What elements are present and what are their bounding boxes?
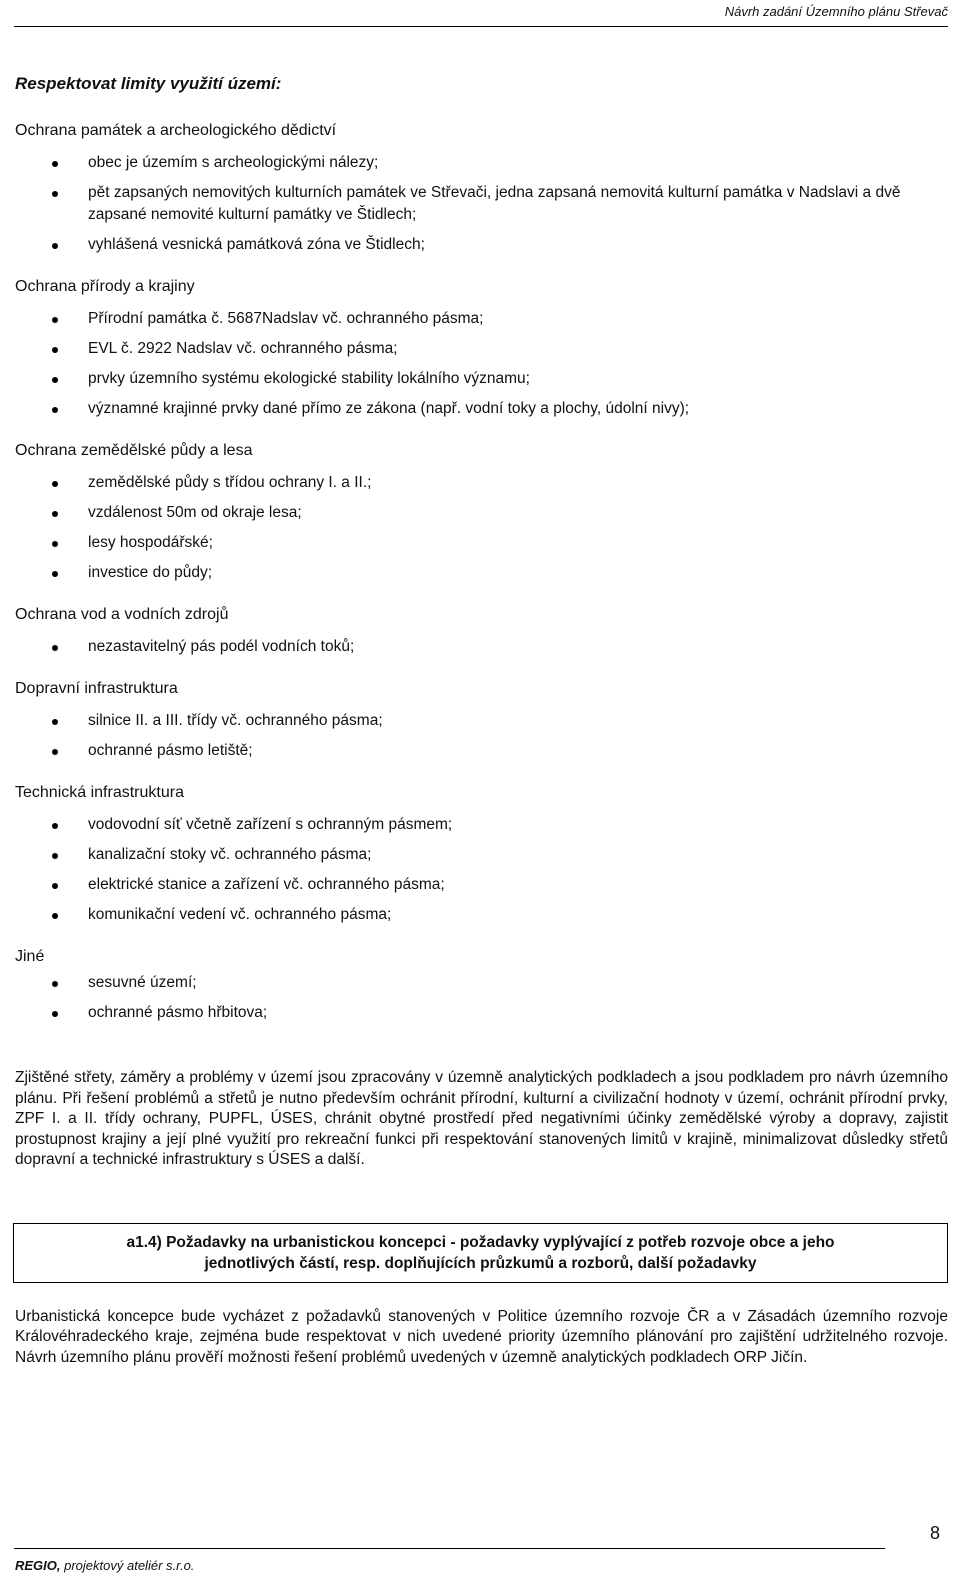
list-item <box>15 308 948 330</box>
bullet-icon <box>52 981 58 987</box>
list-item-text: komunikační vedení vč. ochranného pásma; <box>88 906 392 923</box>
list-item <box>15 844 948 866</box>
list-item-text: vodovodní síť včetně zařízení s ochranným pásmem; <box>88 816 453 833</box>
bullet-icon <box>52 407 58 413</box>
section-heading-box <box>13 1223 948 1283</box>
footer-company-rest: projektový ateliér s.r.o. <box>60 1558 195 1573</box>
bullet-list <box>15 152 948 256</box>
list-item <box>15 710 948 732</box>
bullet-icon <box>52 823 58 829</box>
list-item <box>15 1002 948 1024</box>
bullet-list <box>15 308 948 420</box>
group-title: Jiné <box>15 948 45 965</box>
group-title: Technická infrastruktura <box>15 784 184 801</box>
bullet-icon <box>52 541 58 547</box>
list-item <box>15 740 948 762</box>
bullet-icon <box>52 749 58 755</box>
bullet-icon <box>52 719 58 725</box>
list-item <box>15 874 948 896</box>
list-item <box>15 338 948 360</box>
bullet-icon <box>52 161 58 167</box>
list-item-text: významné krajinné prvky dané přímo ze zákona (např. vodní toky a plochy, údolní nivy); <box>88 400 690 417</box>
list-item-text: ochranné pásmo hřbitova; <box>88 1004 268 1021</box>
running-header: Návrh zadání Územního plánu Střevač <box>724 4 948 19</box>
list-item <box>15 182 948 226</box>
list-item <box>15 904 948 926</box>
list-item-text: zemědělské půdy s třídou ochrany I. a II.; <box>88 474 372 491</box>
list-item-text: EVL č. 2922 Nadslav vč. ochranného pásma; <box>88 340 398 357</box>
bullet-icon <box>52 317 58 323</box>
bullet-icon <box>52 511 58 517</box>
list-item <box>15 562 948 584</box>
bullet-icon <box>52 481 58 487</box>
list-item-text: vzdálenost 50m od okraje lesa; <box>88 504 302 521</box>
bullet-icon <box>52 377 58 383</box>
list-item <box>15 502 948 524</box>
list-item <box>15 472 948 494</box>
group-title: Ochrana památek a archeologického dědictví <box>15 122 337 139</box>
bullet-icon <box>52 883 58 889</box>
header-divider <box>14 26 948 27</box>
list-item-text: silnice II. a III. třídy vč. ochranného pásma; <box>88 712 383 729</box>
limits-groups <box>15 122 948 1024</box>
footer-divider <box>14 1548 885 1549</box>
bullet-list <box>15 972 948 1024</box>
bullet-icon <box>52 347 58 353</box>
list-item-text: investice do půdy; <box>88 564 213 581</box>
group-title: Ochrana přírody a krajiny <box>15 278 195 295</box>
list-item-text: kanalizační stoky vč. ochranného pásma; <box>88 846 372 863</box>
bullet-icon <box>52 913 58 919</box>
list-item-text: ochranné pásmo letiště; <box>88 742 253 759</box>
footer-company <box>15 1558 194 1573</box>
list-item-text: nezastavitelný pás podél vodních toků; <box>88 638 355 655</box>
section-title: Respektovat limity využití území: <box>15 74 282 93</box>
bullet-icon <box>52 853 58 859</box>
bullet-list <box>15 814 948 926</box>
list-item-text: obec je územím s archeologickými nálezy; <box>88 154 379 171</box>
bullet-list <box>15 636 948 658</box>
list-item-text: elektrické stanice a zařízení vč. ochranného pásma; <box>88 876 445 893</box>
bullet-icon <box>52 645 58 651</box>
section-heading-line-2: jednotlivých částí, resp. doplňujících průzkumů a rozborů, další požadavky <box>204 1254 757 1272</box>
section-heading-line-1: a1.4) Požadavky na urbanistickou koncepci - požadavky vyplývající z potřeb rozvoje obce a jeho <box>126 1233 835 1251</box>
group-title: Dopravní infrastruktura <box>15 680 178 697</box>
list-item-text: prvky územního systému ekologické stability lokálního významu; <box>88 370 530 387</box>
list-item <box>15 532 948 554</box>
group-title: Ochrana zemědělské půdy a lesa <box>15 442 253 459</box>
list-item-text: pět zapsaných nemovitých kulturních památek ve Střevači, jedna zapsaná nemovitá kulturní památka v Nadslavi a dvě zapsané nemovité kulturní památky ve Štidlech; <box>88 184 901 223</box>
group-title: Ochrana vod a vodních zdrojů <box>15 606 229 623</box>
bullet-list <box>15 710 948 762</box>
list-item-text: sesuvné území; <box>88 974 197 991</box>
list-item <box>15 368 948 390</box>
urban-concept-paragraph: Urbanistická koncepce bude vycházet z požadavků stanovených v Politice územního rozvoje ČR a v Zásadách územního rozvoje Královéhradeckého kraje, zejména bude respektovat v nich uvedené priority územního plánování pro zajištění udržitelného rozvoje. Návrh územního plánu prověří možnosti řešení problémů uvedených v územně analytických podkladech ORP Jičín. <box>15 1307 948 1366</box>
page-number: 8 <box>929 1523 940 1543</box>
list-item <box>15 152 948 174</box>
list-item <box>15 972 948 994</box>
bullet-icon <box>52 1011 58 1017</box>
bullet-list <box>15 472 948 584</box>
list-item-text: vyhlášená vesnická památková zóna ve Štidlech; <box>88 236 425 253</box>
conflicts-paragraph: Zjištěné střety, záměry a problémy v území jsou zpracovány v územně analytických podkladech a jsou podkladem pro návrh územního plánu. Při řešení problémů a střetů je nutno především ochránit přírodní, kulturní a civilizační hodnoty v území, ochránit přírodní prvky, ZPF I. a II. třídy ochrany, PUPFL, ÚSES, chránit obytné prostředí před negativními účinky zemědělské výroby a dopravy, zajistit prostupnost krajiny a její plné využití pro rekreační funkci při respektování stanovených limitů v krajině, minimalizovat důsledky střetů dopravní a technické infrastruktury s ÚSES a další. <box>15 1069 948 1168</box>
footer-brand: REGIO, <box>15 1558 61 1573</box>
list-item <box>15 398 948 420</box>
list-item <box>15 234 948 256</box>
bullet-icon <box>52 571 58 577</box>
list-item <box>15 814 948 836</box>
page-content <box>15 60 948 1368</box>
list-item-text: lesy hospodářské; <box>88 534 213 551</box>
list-item <box>15 636 948 658</box>
bullet-icon <box>52 243 58 249</box>
bullet-icon <box>52 191 58 197</box>
list-item-text: Přírodní památka č. 5687Nadslav vč. ochranného pásma; <box>88 310 484 327</box>
